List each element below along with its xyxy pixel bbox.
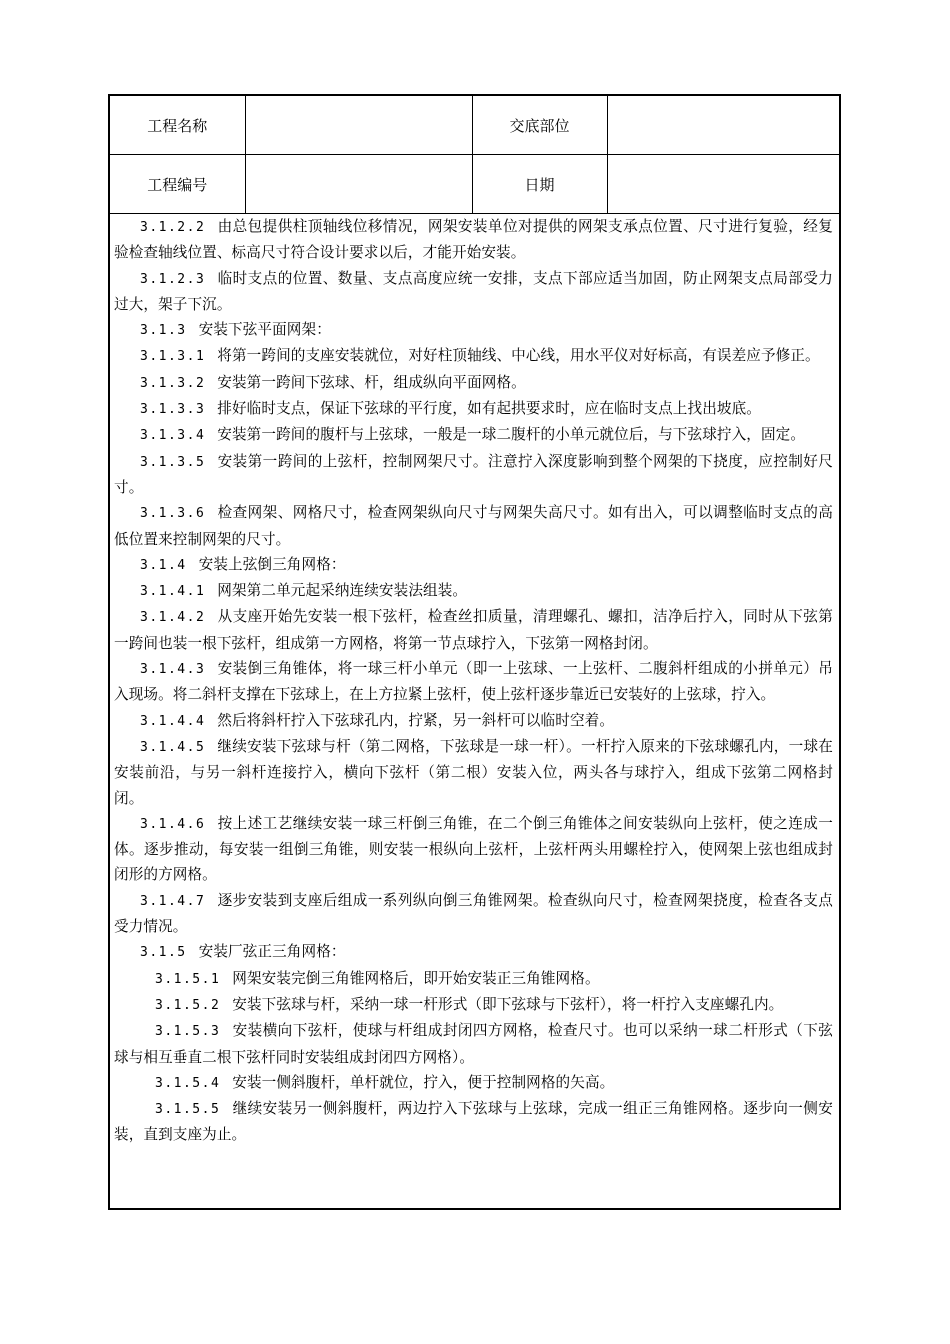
document-body xyxy=(110,214,839,1148)
paragraph-text: 继续安装另一侧斜腹杆，两边拧入下弦球与上弦球，完成一组正三角锥网格。逐步向一侧安装，直到支座为止。 xyxy=(114,1100,833,1144)
paragraph xyxy=(114,449,833,501)
project-name-value xyxy=(245,96,472,155)
section-value xyxy=(607,96,839,155)
paragraph-number: 3.1.5.2 xyxy=(155,997,221,1013)
paragraph-text: 安装下弦平面网架： xyxy=(198,321,331,339)
section-label: 交底部位 xyxy=(472,96,607,155)
paragraph xyxy=(114,888,833,940)
paragraph-text: 由总包提供柱顶轴线位移情况，网架安装单位对提供的网架支承点位置、尺寸进行复验，经复验检查轴线位置、标高尺寸符合设计要求以后，才能开始安装。 xyxy=(114,218,833,262)
paragraph-text: 逐步安装到支座后组成一系列纵向倒三角锥网架。检查纵向尺寸，检查网架挠度，检查各支点受力情况。 xyxy=(114,891,833,936)
paragraph xyxy=(114,422,833,448)
paragraph-number: 3.1.3.3 xyxy=(140,402,206,418)
paragraph-number: 3.1.3.2 xyxy=(140,375,206,391)
project-no-label: 工程编号 xyxy=(110,155,245,214)
paragraph-text: 检查网架、网格尺寸，检查网架纵向尺寸与网架失高尺寸。如有出入，可以调整临时支点的高低位置来控制网架的尺寸。 xyxy=(114,504,833,548)
project-no-value xyxy=(245,155,472,214)
paragraph xyxy=(114,708,833,734)
header-table xyxy=(110,96,839,214)
paragraph-number: 3.1.5 xyxy=(140,945,187,961)
paragraph-text: 临时支点的位置、数量、支点高度应统一安排，支点下部应适当加固，防止网架支点局部受力过大，架子下沉。 xyxy=(114,269,833,313)
paragraph-text: 安装下弦球与杆，采纳一球一杆形式（即下弦球与下弦杆），将一杆拧入支座螺孔内。 xyxy=(232,995,784,1013)
paragraph-text: 安装第一跨间的上弦杆，控制网架尺寸。注意拧入深度影响到整个网架的下挠度，应控制好尺寸。 xyxy=(114,452,833,496)
paragraph-text: 继续安装下弦球与杆（第二网格，下弦球是一球一杆）。一杆拧入原来的下弦球螺孔内，一球在安装前沿，与另一斜杆连接拧入，横向下弦杆（第二根）安装入位，两头各与球拧入，组成下弦第二网格封闭。 xyxy=(114,737,833,807)
paragraph-number: 3.1.5.1 xyxy=(155,971,221,987)
paragraph xyxy=(114,992,833,1018)
paragraph xyxy=(114,656,833,708)
paragraph-text: 然后将斜杆拧入下弦球孔内，拧紧，另一斜杆可以临时空着。 xyxy=(217,711,615,729)
paragraph-number: 3.1.4.4 xyxy=(140,713,206,729)
paragraph xyxy=(114,214,833,266)
paragraph xyxy=(114,266,833,318)
paragraph-number: 3.1.3.6 xyxy=(140,506,206,522)
paragraph xyxy=(114,370,833,396)
header-row-1 xyxy=(110,96,839,155)
document-frame xyxy=(108,94,841,1210)
paragraph-number: 3.1.4.2 xyxy=(140,610,206,626)
paragraph xyxy=(114,396,833,422)
paragraph-text: 安装厂弦正三角网格： xyxy=(198,943,346,961)
paragraph xyxy=(114,604,833,656)
paragraph-number: 3.1.4.1 xyxy=(140,584,206,600)
paragraph-number: 3.1.3 xyxy=(140,323,187,339)
paragraph-number: 3.1.5.3 xyxy=(155,1024,221,1040)
paragraph-text: 按上述工艺继续安装一球三杆倒三角锥，在二个倒三角锥体之间安装纵向上弦杆，使之连成一体。逐步推动，每安装一组倒三角锥，则安装一根纵向上弦杆，上弦杆两头用螺栓拧入，使网架上弦也组成封闭形的方网格。 xyxy=(114,814,833,884)
paragraph xyxy=(114,1070,833,1096)
paragraph-text: 将第一跨间的支座安装就位，对好柱顶轴线、中心线，用水平仪对好标高，有误差应予修正。 xyxy=(217,347,820,365)
paragraph xyxy=(114,317,833,343)
paragraph xyxy=(114,578,833,604)
paragraph-number: 3.1.4 xyxy=(140,557,187,573)
paragraph xyxy=(114,939,833,965)
paragraph-number: 3.1.2.2 xyxy=(140,220,206,235)
paragraph xyxy=(114,500,833,552)
paragraph-text: 从支座开始先安装一根下弦杆，检查丝扣质量，清理螺孔、螺扣，洁净后拧入，同时从下弦第一跨间也装一根下弦杆，组成第一方网格，将第一节点球拧入，下弦第一网格封闭。 xyxy=(114,608,833,652)
paragraph xyxy=(114,734,833,811)
project-name-label: 工程名称 xyxy=(110,96,245,155)
paragraph-text: 安装一侧斜腹杆，单杆就位，拧入，便于控制网格的矢高。 xyxy=(232,1073,615,1091)
paragraph xyxy=(114,343,833,369)
paragraph-number: 3.1.4.6 xyxy=(140,816,206,832)
paragraph-number: 3.1.3.5 xyxy=(140,454,206,470)
paragraph-text: 安装第一跨间的腹杆与上弦球，一般是一球二腹杆的小单元就位后，与下弦球拧入，固定。 xyxy=(217,426,806,444)
paragraph-text: 网架第二单元起采纳连续安装法组装。 xyxy=(217,582,468,600)
paragraph-number: 3.1.4.3 xyxy=(140,662,206,678)
paragraph-number: 3.1.4.5 xyxy=(140,739,206,755)
paragraph-text: 网架安装完倒三角锥网格后，即开始安装正三角锥网格。 xyxy=(232,969,600,987)
paragraph-text: 排好临时支点，保证下弦球的平行度，如有起拱要求时，应在临时支点上找出坡底。 xyxy=(217,400,761,418)
paragraph-text: 安装横向下弦杆，使球与杆组成封闭四方网格，检查尺寸。也可以采纳一球二杆形式（下弦球与相互垂直二根下弦杆同时安装组成封闭四方网格）。 xyxy=(114,1022,833,1066)
paragraph-text: 安装第一跨间下弦球、杆，组成纵向平面网格。 xyxy=(217,373,526,391)
paragraph-number: 3.1.5.4 xyxy=(155,1075,221,1091)
date-value xyxy=(607,155,839,214)
paragraph-text: 安装上弦倒三角网格： xyxy=(198,555,346,573)
paragraph-number: 3.1.2.3 xyxy=(140,271,206,287)
paragraph xyxy=(114,552,833,578)
paragraph-number: 3.1.4.7 xyxy=(140,893,206,909)
paragraph xyxy=(114,811,833,888)
date-label: 日期 xyxy=(472,155,607,214)
paragraph-text: 安装倒三角锥体，将一球三杆小单元（即一上弦球、一上弦杆、二腹斜杆组成的小拼单元）吊入现场。将二斜杆支撑在下弦球上，在上方拉紧上弦杆，使上弦杆逐步靠近已安装好的上弦球，拧入。 xyxy=(114,660,833,704)
header-row-2 xyxy=(110,155,839,214)
paragraph xyxy=(114,966,833,992)
paragraph-number: 3.1.5.5 xyxy=(155,1102,221,1118)
paragraph-number: 3.1.3.4 xyxy=(140,428,206,444)
paragraph xyxy=(114,1018,833,1070)
paragraph-number: 3.1.3.1 xyxy=(140,349,206,365)
paragraph xyxy=(114,1096,833,1148)
